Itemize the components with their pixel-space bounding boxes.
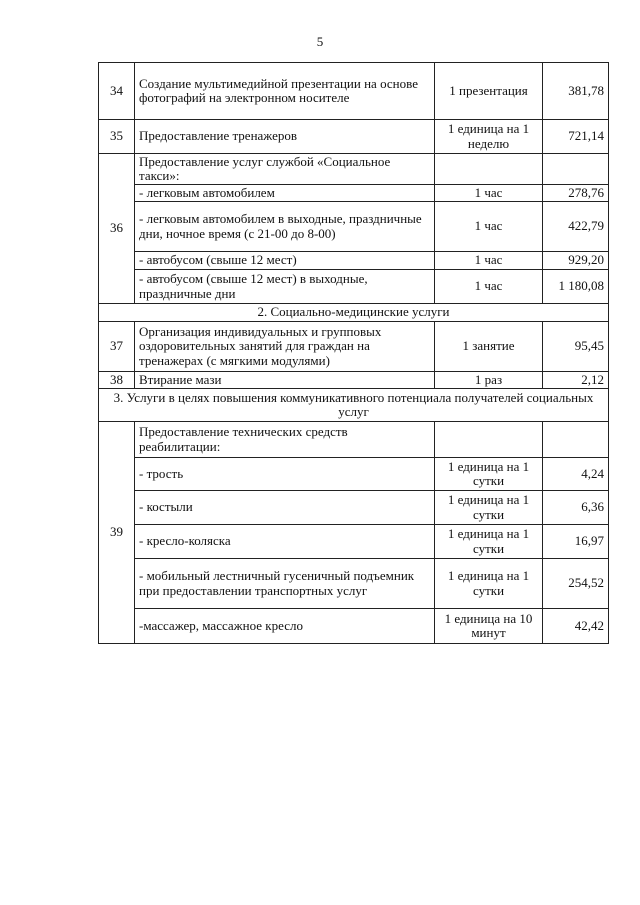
service-name: -массажер, массажное кресло bbox=[135, 609, 435, 644]
service-name: - мобильный лестничный гусеничный подъемник при предоставлении транспортных услуг bbox=[135, 559, 435, 609]
table-row bbox=[99, 120, 609, 154]
service-price: 95,45 bbox=[543, 322, 609, 372]
service-name: Втирание мази bbox=[135, 372, 435, 389]
section-row bbox=[99, 304, 609, 322]
service-number: 39 bbox=[99, 422, 135, 644]
section-row bbox=[99, 389, 609, 422]
service-name: - автобусом (свыше 12 мест) bbox=[135, 252, 435, 270]
service-group-header: Предоставление технических средств реабилитации: bbox=[135, 422, 435, 458]
service-unit: 1 единица на 1 сутки bbox=[435, 525, 543, 559]
service-price: 2,12 bbox=[543, 372, 609, 389]
table-row bbox=[99, 372, 609, 389]
service-price: 381,78 bbox=[543, 63, 609, 120]
service-price: 6,36 bbox=[543, 491, 609, 525]
service-unit: 1 час bbox=[435, 270, 543, 304]
service-price: 422,79 bbox=[543, 202, 609, 252]
table-row bbox=[99, 185, 609, 202]
service-price: 4,24 bbox=[543, 458, 609, 491]
service-unit: 1 час bbox=[435, 202, 543, 252]
service-unit: 1 единица на 1 неделю bbox=[435, 120, 543, 154]
table-row bbox=[99, 202, 609, 252]
service-unit: 1 единица на 10 минут bbox=[435, 609, 543, 644]
service-unit: 1 единица на 1 сутки bbox=[435, 491, 543, 525]
empty-cell bbox=[435, 154, 543, 185]
service-name: - автобусом (свыше 12 мест) в выходные, праздничные дни bbox=[135, 270, 435, 304]
table-row bbox=[99, 154, 609, 185]
service-price: 721,14 bbox=[543, 120, 609, 154]
service-name: Организация индивидуальных и групповых оздоровительных занятий для граждан на тренажерах (с мягкими модулями) bbox=[135, 322, 435, 372]
table-row bbox=[99, 609, 609, 644]
empty-cell bbox=[435, 422, 543, 458]
service-unit: 1 презентация bbox=[435, 63, 543, 120]
service-price: 42,42 bbox=[543, 609, 609, 644]
page-number: 5 bbox=[316, 34, 324, 49]
service-unit: 1 единица на 1 сутки bbox=[435, 559, 543, 609]
section-title: 3. Услуги в целях повышения коммуникативного потенциала получателей социальных услуг bbox=[99, 389, 609, 422]
empty-cell bbox=[543, 154, 609, 185]
service-unit: 1 единица на 1 сутки bbox=[435, 458, 543, 491]
table-row bbox=[99, 458, 609, 491]
service-number: 35 bbox=[99, 120, 135, 154]
services-price-table bbox=[98, 62, 609, 644]
service-name: - костыли bbox=[135, 491, 435, 525]
service-name: - легковым автомобилем bbox=[135, 185, 435, 202]
service-number: 37 bbox=[99, 322, 135, 372]
service-unit: 1 раз bbox=[435, 372, 543, 389]
service-price: 1 180,08 bbox=[543, 270, 609, 304]
empty-cell bbox=[543, 422, 609, 458]
table-row bbox=[99, 491, 609, 525]
service-number: 34 bbox=[99, 63, 135, 120]
table-row bbox=[99, 63, 609, 120]
service-name: - легковым автомобилем в выходные, праздничные дни, ночное время (с 21-00 до 8-00) bbox=[135, 202, 435, 252]
table-row bbox=[99, 252, 609, 270]
service-price: 929,20 bbox=[543, 252, 609, 270]
service-number: 38 bbox=[99, 372, 135, 389]
service-name: Создание мультимедийной презентации на основе фотографий на электронном носителе bbox=[135, 63, 435, 120]
service-name: Предоставление тренажеров bbox=[135, 120, 435, 154]
service-price: 254,52 bbox=[543, 559, 609, 609]
service-unit: 1 час bbox=[435, 252, 543, 270]
table-row bbox=[99, 525, 609, 559]
service-price: 278,76 bbox=[543, 185, 609, 202]
section-title: 2. Социально-медицинские услуги bbox=[99, 304, 609, 322]
table-row bbox=[99, 322, 609, 372]
service-unit: 1 занятие bbox=[435, 322, 543, 372]
service-unit: 1 час bbox=[435, 185, 543, 202]
table-row bbox=[99, 422, 609, 458]
service-name: - трость bbox=[135, 458, 435, 491]
service-number: 36 bbox=[99, 154, 135, 304]
table-row bbox=[99, 270, 609, 304]
service-group-header: Предоставление услуг службой «Социальное такси»: bbox=[135, 154, 435, 185]
table-row bbox=[99, 559, 609, 609]
service-name: - кресло-коляска bbox=[135, 525, 435, 559]
service-price: 16,97 bbox=[543, 525, 609, 559]
